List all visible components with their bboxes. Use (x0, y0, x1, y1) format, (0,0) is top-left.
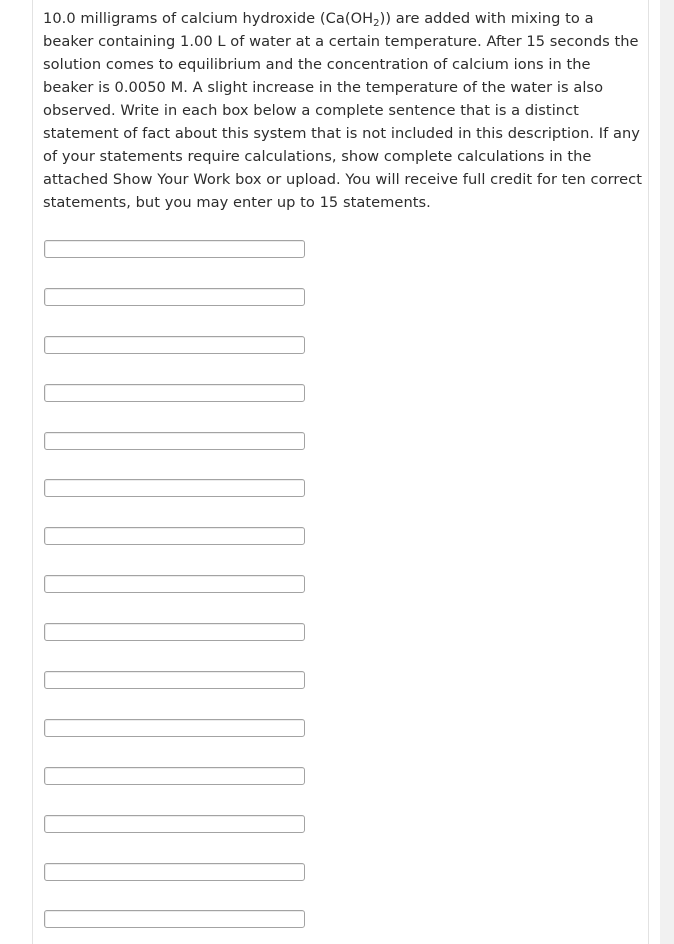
statement-input-15[interactable] (44, 910, 305, 928)
statement-input-14[interactable] (44, 863, 305, 881)
statement-input-7[interactable] (44, 527, 305, 545)
content-right-border (648, 0, 649, 944)
statement-answer-list (44, 240, 306, 944)
statement-input-5[interactable] (44, 432, 305, 450)
question-text (43, 7, 643, 214)
statement-input-12[interactable] (44, 767, 305, 785)
statement-input-9[interactable] (44, 623, 305, 641)
scrollbar-track[interactable] (660, 0, 674, 944)
statement-input-6[interactable] (44, 479, 305, 497)
question-subscript: 2 (373, 18, 380, 29)
statement-input-11[interactable] (44, 719, 305, 737)
statement-input-8[interactable] (44, 575, 305, 593)
content-left-border (32, 0, 33, 944)
statement-input-3[interactable] (44, 336, 305, 354)
question-text-part2: )) are added with mixing to a beaker containing 1.00 L of water at a certain temperature. After 15 seconds the solution comes to equilibrium and the concentration of calcium ions in the beaker is 0.0050 M. A slight increase in the temperature of the water is also observed. Write in each box below a complete sentence that is a distinct statement of fact about this system that is not included in this description. If any of your statements require calculations, show complete calculations in the attached Show Your Work box or upload. You will receive full credit for ten correct statements, but you may enter up to 15 statements. (43, 10, 642, 211)
statement-input-2[interactable] (44, 288, 305, 306)
statement-input-10[interactable] (44, 671, 305, 689)
question-text-part1: 10.0 milligrams of calcium hydroxide (Ca(OH (43, 10, 374, 27)
statement-input-13[interactable] (44, 815, 305, 833)
statement-input-4[interactable] (44, 384, 305, 402)
statement-input-1[interactable] (44, 240, 305, 258)
